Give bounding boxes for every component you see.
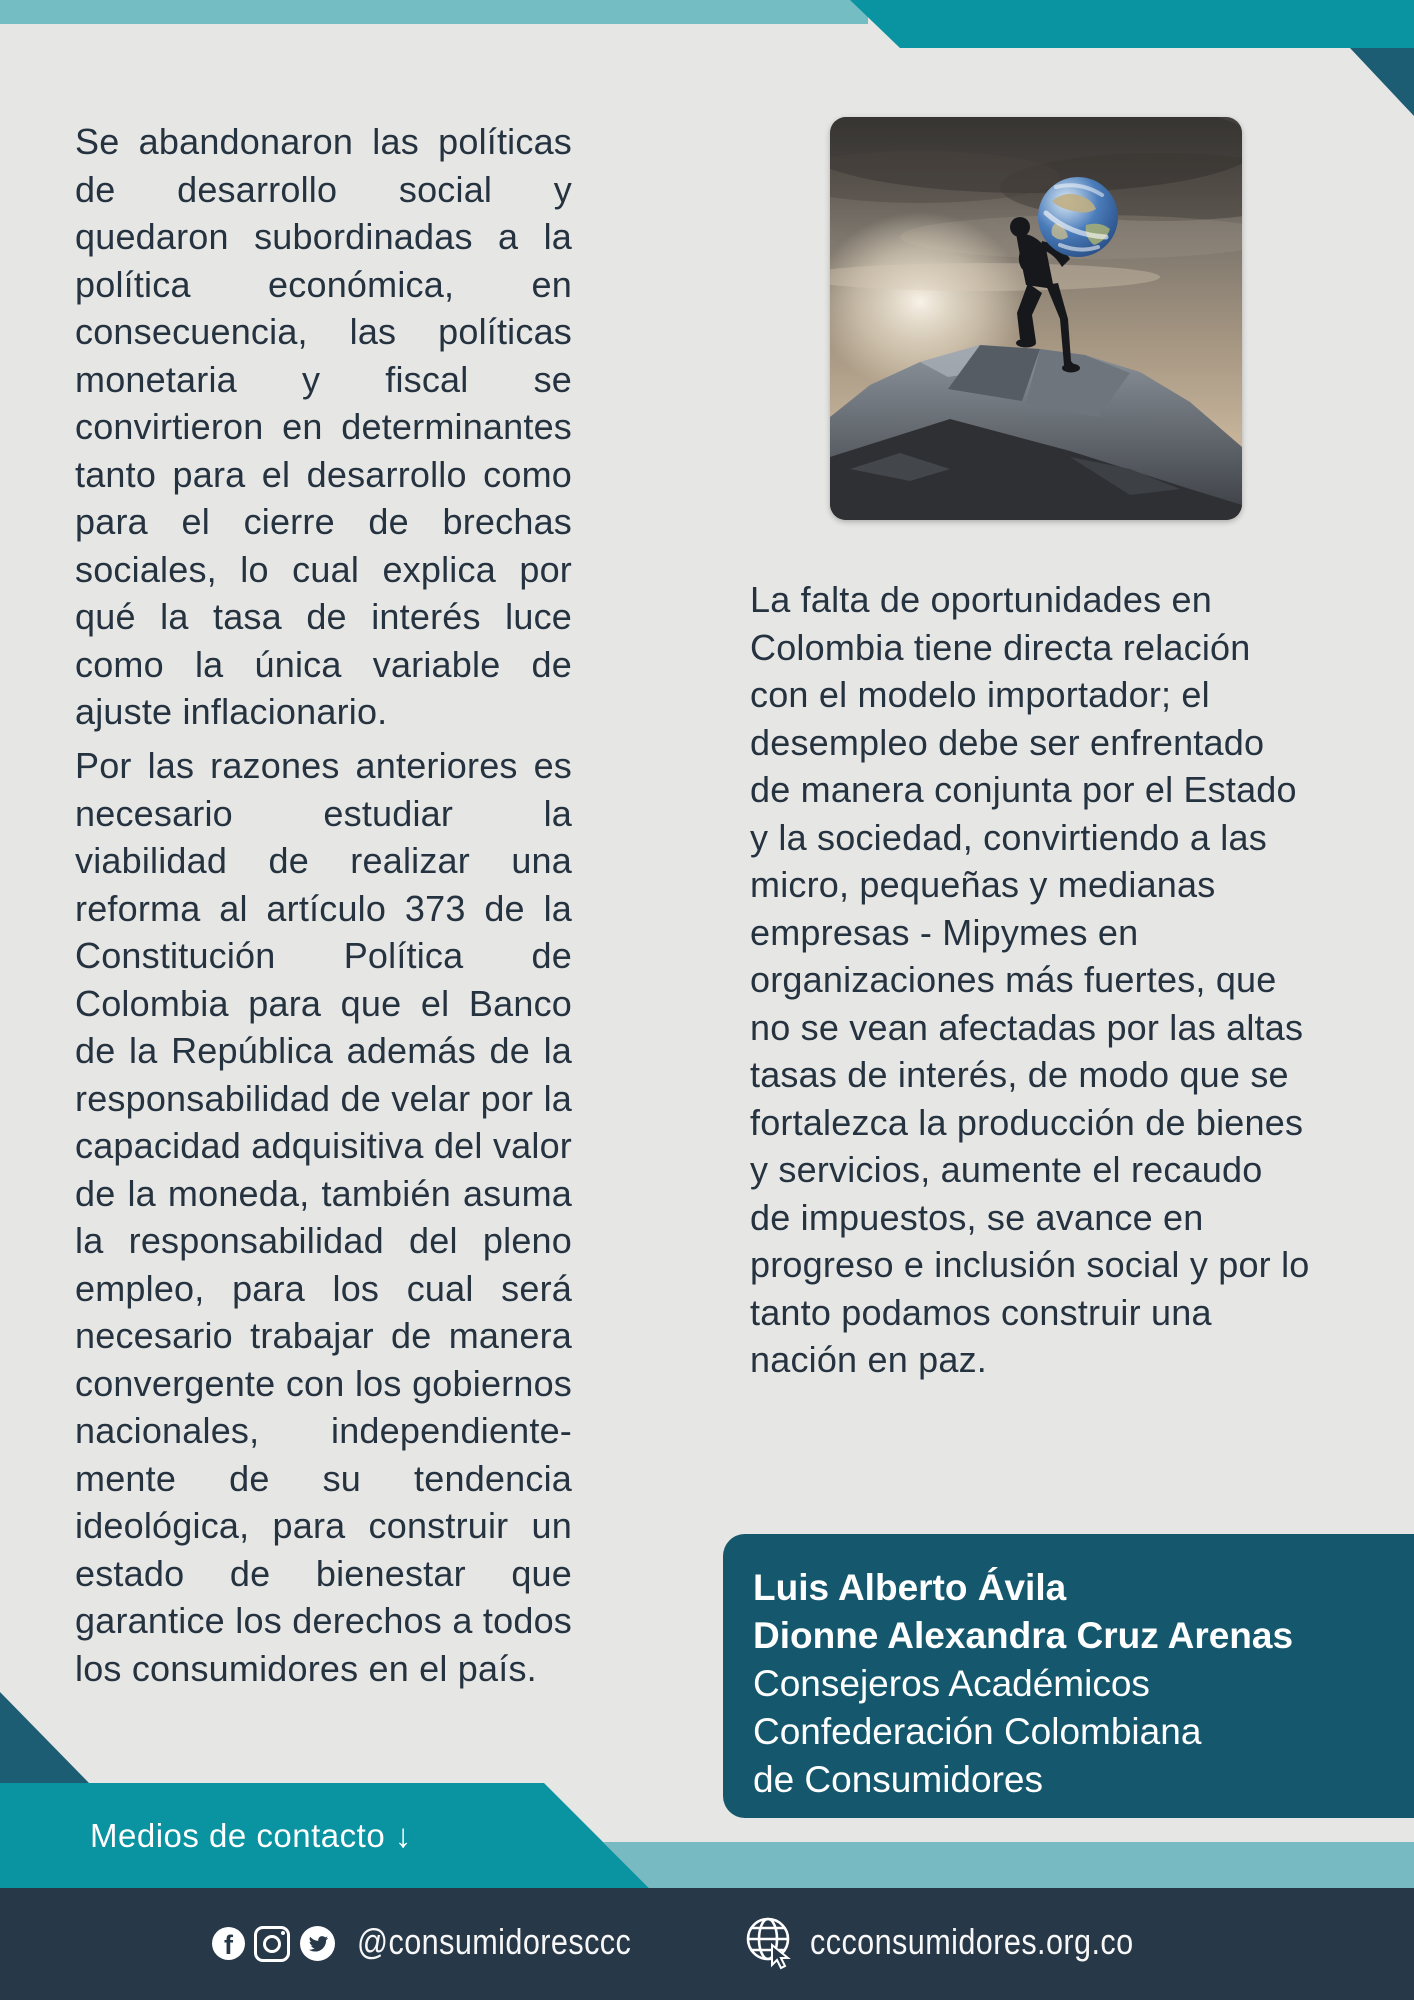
author-name-1: Luis Alberto Ávila xyxy=(753,1567,1067,1608)
left-paragraph-2: Por las razones anteriores es necesario estudiar la viabilidad de realizar una reforma al artículo 373 de la Constitución Política de Colombia para que el Banco de la República además de la responsabilidad de velar por la capacidad adquisitiva del valor de la moneda, también asuma la responsabilidad del pleno empleo, para los cual será necesario trabajar de manera convergente con los gobiernos nacionales, independiente- mente de su tendencia ideológica, para construir un estado de bienestar que garantice los derechos a todos los consumidores en el país. xyxy=(75,745,572,1689)
author-name-2: Dionne Alexandra Cruz Arenas xyxy=(753,1615,1294,1656)
light-teal-stripe xyxy=(603,1842,1414,1888)
earth-globe xyxy=(1038,177,1118,257)
header-corner-triangle xyxy=(1350,48,1414,116)
header-dark-teal-bar xyxy=(850,0,1414,48)
header-light-teal-bar xyxy=(0,0,868,24)
instagram-icon[interactable] xyxy=(254,1926,290,1962)
social-handle[interactable]: @consumidoresccc xyxy=(357,1921,632,1962)
author-role-3: de Consumidores xyxy=(753,1759,1043,1800)
twitter-icon[interactable] xyxy=(300,1926,335,1961)
globe-carrier-illustration xyxy=(830,117,1242,520)
instagram-dot xyxy=(281,1931,285,1935)
bottom-left-triangle xyxy=(0,1692,89,1783)
contact-band-label: Medios de contacto ↓ xyxy=(90,1817,412,1854)
author-role-2: Confederación Colombiana xyxy=(753,1711,1202,1752)
instagram-lens xyxy=(263,1935,281,1953)
facebook-icon[interactable] xyxy=(212,1927,245,1960)
author-role-1: Consejeros Académicos xyxy=(753,1663,1150,1704)
author-box xyxy=(723,1534,1414,1818)
globe-icon xyxy=(742,1913,798,1971)
right-paragraph: La falta de oportunidades en Colombia tiene directa relación con el modelo importador; el desempleo debe ser enfrentado de manera conjunta por el Estado y la sociedad, convirtiendo a las micro, pequeñas y medianas empresas - Mipymes en organizaciones más fuertes, que no se vean afectadas por las altas tasas de interés, de modo que se fortalezca la producción de bienes y servicios, aumente el recaudo de impuestos, se avance en progreso e inclusión social y por lo tanto podamos construir una nación en paz. xyxy=(750,579,1310,1380)
website-url[interactable]: ccconsumidores.org.co xyxy=(810,1921,1134,1962)
facebook-letter: f xyxy=(224,1930,233,1960)
left-paragraph-1: Se abandonaron las políticas de desarrollo social y quedaron subordinadas a la política económica, en consecuencia, las políticas monetaria y fiscal se convirtieron en determinantes tanto para el desarrollo como para el cierre de brechas sociales, lo cual explica por qué la tasa de interés luce como la única variable de ajuste inflacionario. xyxy=(75,121,572,732)
globe-carrier-photo xyxy=(830,117,1242,520)
